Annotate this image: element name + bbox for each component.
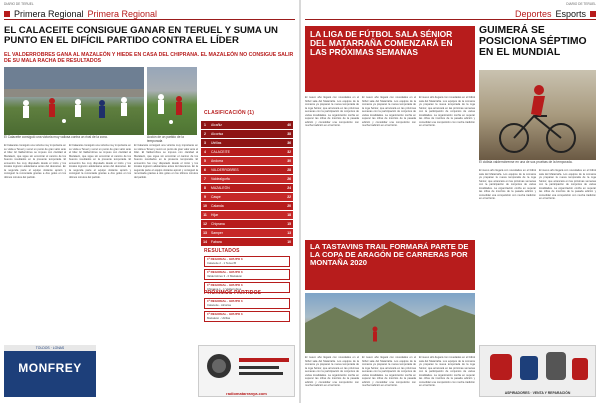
trail-col-3: El nuevo año llegará con novedades en el fútbol sala del Matarraña. Los equipos de la comarca ya preparan la nueva temporada de la Liga Sénior, que arrancará en las próximas semanas con la participación de conjuntos de varias localidades. La organización confía en superar las cifras de inscritos de la pasada edición y consolidar una competición con mucha tradición en el territorio. bbox=[419, 356, 475, 387]
photo-caption-3: El ciclista valderrobrense en una de sus pruebas de la temporada. bbox=[479, 160, 573, 164]
competition-label: 1ª REGIONAL · GRUPO 3 bbox=[207, 270, 243, 274]
cyclist-photo bbox=[479, 70, 596, 160]
standings-pos: 5 bbox=[204, 159, 206, 163]
standings-team: Chiprana bbox=[211, 222, 225, 226]
standings-team: Caspe bbox=[211, 195, 221, 199]
body-column-2: El Calaceite consiguió una victoria muy importante en su visita a Teruel y sumó un punto de gran valor ante el líder. El Valderrobres se impuso con claridad al Mazaleón, que sigue sin encontrar el camino de los buenos resultados en la presente temporada. El encuentro fue muy disputado desde el inicio y los locales lograron adelantarse antes del descanso. En la segunda parte el equipo visitante apretó y consiguió la remontada gracias a dos goles en los últimos minutos del partido. bbox=[69, 144, 131, 179]
ad-monfrey-name: MONFREY bbox=[18, 361, 82, 375]
fut-sala-col-1: El nuevo año llegará con novedades en el fútbol sala del Matarraña. Los equipos de la comarca ya preparan la nueva temporada de la Liga Sénior, que arrancará en las próximas semanas con la participación de conjuntos de varias localidades. La organización confía en superar las cifras de inscritos de la pasada edición y consolidar una competición con mucha tradición en el territorio. bbox=[305, 96, 359, 127]
headline-guimera: GUIMERÁ SE POSICIONA SÉPTIMO EN EL MUNDIAL bbox=[479, 25, 587, 58]
right-masthead bbox=[305, 2, 596, 6]
competition-label: 1ª REGIONAL · GRUPO 3 bbox=[207, 312, 243, 316]
standings-pts: 26 bbox=[287, 177, 291, 181]
fut-sala-col-2: El nuevo año llegará con novedades en el fútbol sala del Matarraña. Los equipos de la comarca ya preparan la nueva temporada de la Liga Sénior, que arrancará en las próximas semanas con la participación de conjuntos de varias localidades. La organización confía en superar las cifras de inscritos de la pasada edición y consolidar una competición con mucha tradición en el territorio. bbox=[362, 96, 416, 127]
guimera-col-1: El nuevo año llegará con novedades en el fútbol sala del Matarraña. Los equipos de la comarca ya preparan la nueva temporada de la Liga Sénior, que arrancará en las próximas semanas con la participación de conjuntos de varias localidades. La organización confía en superar las cifras de inscritos de la pasada edición y consolidar una competición con mucha tradición en el territorio. bbox=[479, 169, 536, 200]
standings-team: Andorra bbox=[211, 159, 224, 163]
match-line: Mazaleón - Utrillas bbox=[207, 315, 231, 320]
ad-monfrey[interactable] bbox=[4, 345, 96, 397]
standings-pts: 20 bbox=[287, 204, 291, 208]
section-title-alt: Primera Regional bbox=[87, 9, 158, 19]
results-item bbox=[204, 256, 290, 267]
ad-radio[interactable] bbox=[198, 345, 295, 397]
trail-col-2: El nuevo año llegará con novedades en el fútbol sala del Matarraña. Los equipos de la comarca ya preparan la nueva temporada de la Liga Sénior, que arrancará en las próximas semanas con la participación de conjuntos de varias localidades. La organización confía en superar las cifras de inscritos de la pasada edición y consolidar una competición con mucha tradición en el territorio. bbox=[362, 356, 416, 387]
nextm-item bbox=[204, 298, 290, 309]
standings-pos: 8 bbox=[204, 186, 206, 190]
standings-row bbox=[201, 220, 293, 229]
standings-team: MAZALEÓN bbox=[211, 186, 230, 190]
standings-pos: 13 bbox=[203, 231, 207, 235]
standings-pos: 6 bbox=[204, 168, 206, 172]
standings-pos: 1 bbox=[204, 123, 206, 127]
standings-team: Alcañiz bbox=[211, 123, 222, 127]
next-matches-title: PRÓXIMOS PARTIDOS bbox=[204, 290, 262, 296]
photo-caption-1: El Calaceite consiguió una victoria muy valiosa contra un rival de la zona. bbox=[4, 135, 108, 139]
standings-pos: 9 bbox=[204, 195, 206, 199]
headline-fut-sala: LA LIGA DE FÚTBOL SALA SÉNIOR DEL MATARRAÑA COMENZARÁ EN LAS PRÓXIMAS SEMANAS bbox=[305, 26, 475, 92]
match-line: Calaceite 2 - 1 Teruel B bbox=[207, 260, 237, 265]
standings-pos: 3 bbox=[204, 141, 206, 145]
photo-caption-2: Acción de un partido de la temporada bbox=[147, 135, 184, 143]
standings-table bbox=[201, 121, 293, 247]
main-headline: EL CALACEITE CONSIGUE GANAR EN TERUEL Y SUMA UN PUNTO EN EL DIFÍCIL PARTIDO CONTRA EL LÍDER bbox=[4, 25, 278, 47]
standings-pos: 14 bbox=[203, 240, 207, 244]
standings-team: Utrillas bbox=[211, 141, 222, 145]
standings-row bbox=[201, 202, 293, 211]
section-marker-icon bbox=[590, 11, 596, 17]
standings-team: Fabara bbox=[211, 240, 222, 244]
ad-aspiradores[interactable] bbox=[479, 345, 596, 397]
vacuum-cleaner-icon bbox=[480, 346, 596, 386]
match-photo-1 bbox=[4, 67, 144, 135]
standings-row bbox=[201, 130, 293, 139]
results-title: RESULTADOS bbox=[204, 248, 240, 254]
standings-team: CALACEITE bbox=[211, 150, 230, 154]
section-marker-icon bbox=[4, 11, 10, 17]
standings-pts: 18 bbox=[287, 213, 291, 217]
radio-microphone-icon bbox=[199, 346, 295, 386]
nextm-item bbox=[204, 311, 290, 322]
masthead-text: DIARIO DE TERUEL bbox=[4, 2, 34, 6]
results-item bbox=[204, 269, 290, 280]
standings-row bbox=[201, 139, 293, 148]
fut-sala-col-3: El nuevo año llegará con novedades en el fútbol sala del Matarraña. Los equipos de la comarca ya preparan la nueva temporada de la Liga Sénior, que arrancará en las próximas semanas con la participación de conjuntos de varias localidades. La organización confía en superar las cifras de inscritos de la pasada edición y consolidar una competición con mucha tradición en el territorio. bbox=[419, 96, 475, 127]
section-title: Primera Regional bbox=[14, 9, 84, 19]
section-title-alt: Esports bbox=[555, 9, 586, 19]
standings-pts: 10 bbox=[287, 240, 291, 244]
match-line: Valderrobres 3 - 0 Mazaleón bbox=[207, 273, 243, 278]
ad-radio-url: radiomatarranya.com bbox=[226, 391, 267, 396]
standings-row bbox=[201, 166, 293, 175]
standings-row bbox=[201, 238, 293, 247]
right-section-bar bbox=[305, 9, 596, 20]
standings-pos: 7 bbox=[204, 177, 206, 181]
standings-row bbox=[201, 148, 293, 157]
standings-pos: 10 bbox=[203, 204, 207, 208]
standings-pts: 28 bbox=[287, 168, 291, 172]
standings-row bbox=[201, 157, 293, 166]
match-line: Calaceite - Alcorisa bbox=[207, 302, 231, 307]
subheadline: EL VALDERROBRES GANA AL MAZALEÓN Y HIEDE EN CASA DEL CHIPRANA. EL MAZALEÓN NO CONSIGUE SALIR DE SU MALA RACHA DE RESULTADOS bbox=[4, 52, 294, 65]
standings-row bbox=[201, 229, 293, 238]
standings-row bbox=[201, 121, 293, 130]
ad-aspiradores-label: ASPIRADORES · VENTA Y REPARACIÓN bbox=[504, 391, 571, 395]
body-column-1: El Calaceite consiguió una victoria muy importante en su visita a Teruel y sumó un punto de gran valor ante el líder. El Valderrobres se impuso con claridad al Mazaleón, que sigue sin encontrar el camino de los buenos resultados en la presente temporada. El encuentro fue muy disputado desde el inicio y los locales lograron adelantarse antes del descanso. En la segunda parte el equipo visitante apretó y consiguió la remontada gracias a dos goles en los últimos minutos del partido. bbox=[4, 144, 66, 179]
standings-pos: 12 bbox=[203, 222, 207, 226]
masthead-text: DIARIO DE TERUEL bbox=[566, 2, 596, 6]
body-column-3: El Calaceite consiguió una victoria muy importante en su visita a Teruel y sumó un punto de gran valor ante el líder. El Valderrobres se impuso con claridad al Mazaleón, que sigue sin encontrar el camino de los buenos resultados en la presente temporada. El encuentro fue muy disputado desde el inicio y los locales lograron adelantarse antes del descanso. En la segunda parte el equipo visitante apretó y consiguió la remontada gracias a dos goles en los últimos minutos del partido. bbox=[134, 144, 198, 179]
standings-pts: 40 bbox=[287, 123, 291, 127]
standings-pts: 22 bbox=[287, 195, 291, 199]
trail-col-1: El nuevo año llegará con novedades en el fútbol sala del Matarraña. Los equipos de la comarca ya preparan la nueva temporada de la Liga Sénior, que arrancará en las próximas semanas con la participación de conjuntos de varias localidades. La organización confía en superar las cifras de inscritos de la pasada edición y consolidar una competición con mucha tradición en el territorio. bbox=[305, 356, 359, 387]
standings-pos: 4 bbox=[204, 150, 206, 154]
headline-tastavins-trail: LA TASTAVINS TRAIL FORMARÁ PARTE DE LA COPA DE ARAGÓN DE CARRERAS POR MONTAÑA 2020 bbox=[305, 240, 475, 290]
trail-photo-svg bbox=[305, 293, 475, 353]
standings-row bbox=[201, 193, 293, 202]
standings-pos: 11 bbox=[203, 213, 207, 217]
ad-monfrey-sub: TOLDOS · LONAS bbox=[4, 345, 96, 351]
standings-pts: 15 bbox=[287, 222, 291, 226]
section-title: Deportes bbox=[514, 9, 552, 19]
competition-label: 1ª REGIONAL · GRUPO 3 bbox=[207, 299, 243, 303]
standings-pos: 2 bbox=[204, 132, 206, 136]
standings-team: Calanda bbox=[211, 204, 224, 208]
standings-pts: 13 bbox=[287, 231, 291, 235]
match-line: Chiprana 1 - 1 Valderrobres bbox=[207, 286, 242, 291]
standings-pts: 24 bbox=[287, 186, 291, 190]
competition-label: 1ª REGIONAL · GRUPO 3 bbox=[207, 283, 243, 287]
match-photo-2 bbox=[147, 67, 197, 135]
left-page bbox=[0, 0, 299, 403]
standings-team: Híjar bbox=[211, 213, 219, 217]
standings-row bbox=[201, 175, 293, 184]
guimera-col-2: El nuevo año llegará con novedades en el fútbol sala del Matarraña. Los equipos de la comarca ya preparan la nueva temporada de la Liga Sénior, que arrancará en las próximas semanas con la participación de conjuntos de varias localidades. La organización confía en superar las cifras de inscritos de la pasada edición y consolidar una competición con mucha tradición en el territorio. bbox=[539, 169, 596, 200]
standings-team: Valdealgorfa bbox=[211, 177, 230, 181]
standings-team: Samper bbox=[211, 231, 223, 235]
standings-pts: 38 bbox=[287, 132, 291, 136]
standings-pts: 36 bbox=[287, 141, 291, 145]
standings-team: Alcorisa bbox=[211, 132, 224, 136]
standings-row bbox=[201, 211, 293, 220]
competition-label: 1ª REGIONAL · GRUPO 3 bbox=[207, 257, 243, 261]
left-section-bar bbox=[4, 9, 295, 20]
match-photo-2-svg bbox=[147, 67, 197, 135]
left-masthead bbox=[4, 2, 295, 6]
match-photo-1-svg bbox=[4, 67, 144, 135]
standings-team: VALDERROBRES bbox=[211, 168, 239, 172]
standings-pts: 32 bbox=[287, 150, 291, 154]
standings-title: CLASIFICACIÓN (1) bbox=[204, 110, 255, 116]
trail-photo bbox=[305, 293, 475, 353]
cyclist-photo-svg bbox=[479, 70, 596, 160]
standings-row bbox=[201, 184, 293, 193]
standings-pts: 30 bbox=[287, 159, 291, 163]
right-page bbox=[301, 0, 600, 403]
